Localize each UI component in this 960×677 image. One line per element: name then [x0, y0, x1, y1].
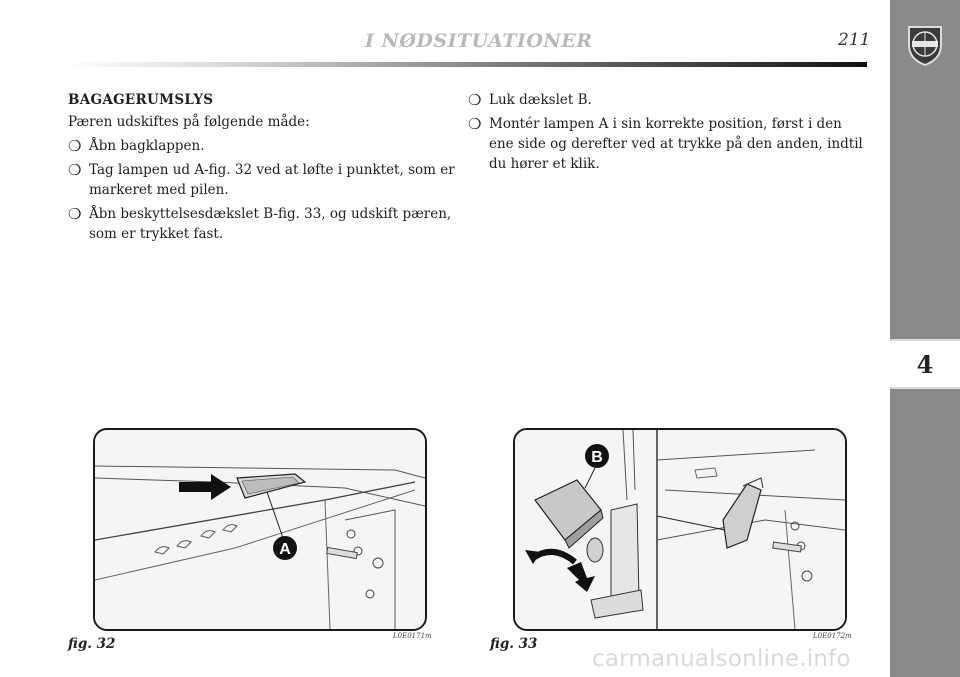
chapter-title: I NØDSITUATIONER	[365, 30, 593, 52]
list-item: ❍ Åbn beskyttelsesdækslet B-fig. 33, og udskift pæren, som er trykket fast.	[68, 205, 452, 242]
figure-label-a: A	[279, 541, 291, 558]
bullet-icon: ❍	[68, 161, 82, 179]
watermark: carmanualsonline.info	[592, 646, 851, 672]
instruction-list	[468, 90, 870, 174]
list-item: ❍ Montér lampen A i sin korrekte position, først i den ene side og derefter ved at trykke på den anden, indtil du hører et klik.	[468, 115, 863, 172]
header-rule	[66, 62, 867, 67]
figure-32-caption: fig. 32	[68, 636, 116, 652]
bullet-icon: ❍	[68, 137, 82, 155]
chapter-number: 4	[916, 349, 934, 379]
figure-33-drawing	[515, 430, 845, 629]
figure-32	[93, 428, 427, 631]
figure-32-drawing	[95, 430, 425, 629]
bullet-icon: ❍	[468, 115, 482, 133]
right-column	[468, 90, 870, 178]
figure-33	[513, 428, 847, 631]
instruction-list	[68, 136, 458, 244]
section-heading: BAGAGERUMSLYS	[68, 92, 214, 108]
figure-label-b: B	[591, 449, 603, 466]
bullet-icon: ❍	[468, 91, 482, 109]
page-number: 211	[838, 30, 871, 50]
figure-33-code: L0E0172m	[813, 632, 852, 640]
intro-text: Pæren udskiftes på følgende måde:	[68, 114, 310, 130]
list-item: ❍ Åbn bagklappen.	[68, 137, 205, 155]
list-item: ❍ Tag lampen ud A-fig. 32 ved at løfte i punktet, som er markeret med pilen.	[68, 161, 455, 198]
list-item: ❍ Luk dækslet B.	[468, 91, 592, 109]
figure-33-caption: fig. 33	[490, 636, 538, 652]
bullet-icon: ❍	[68, 205, 82, 223]
lancia-logo-icon	[905, 23, 945, 67]
chapter-tab	[890, 339, 960, 389]
left-column	[68, 90, 458, 248]
figure-32-code: L0E0171m	[393, 632, 432, 640]
